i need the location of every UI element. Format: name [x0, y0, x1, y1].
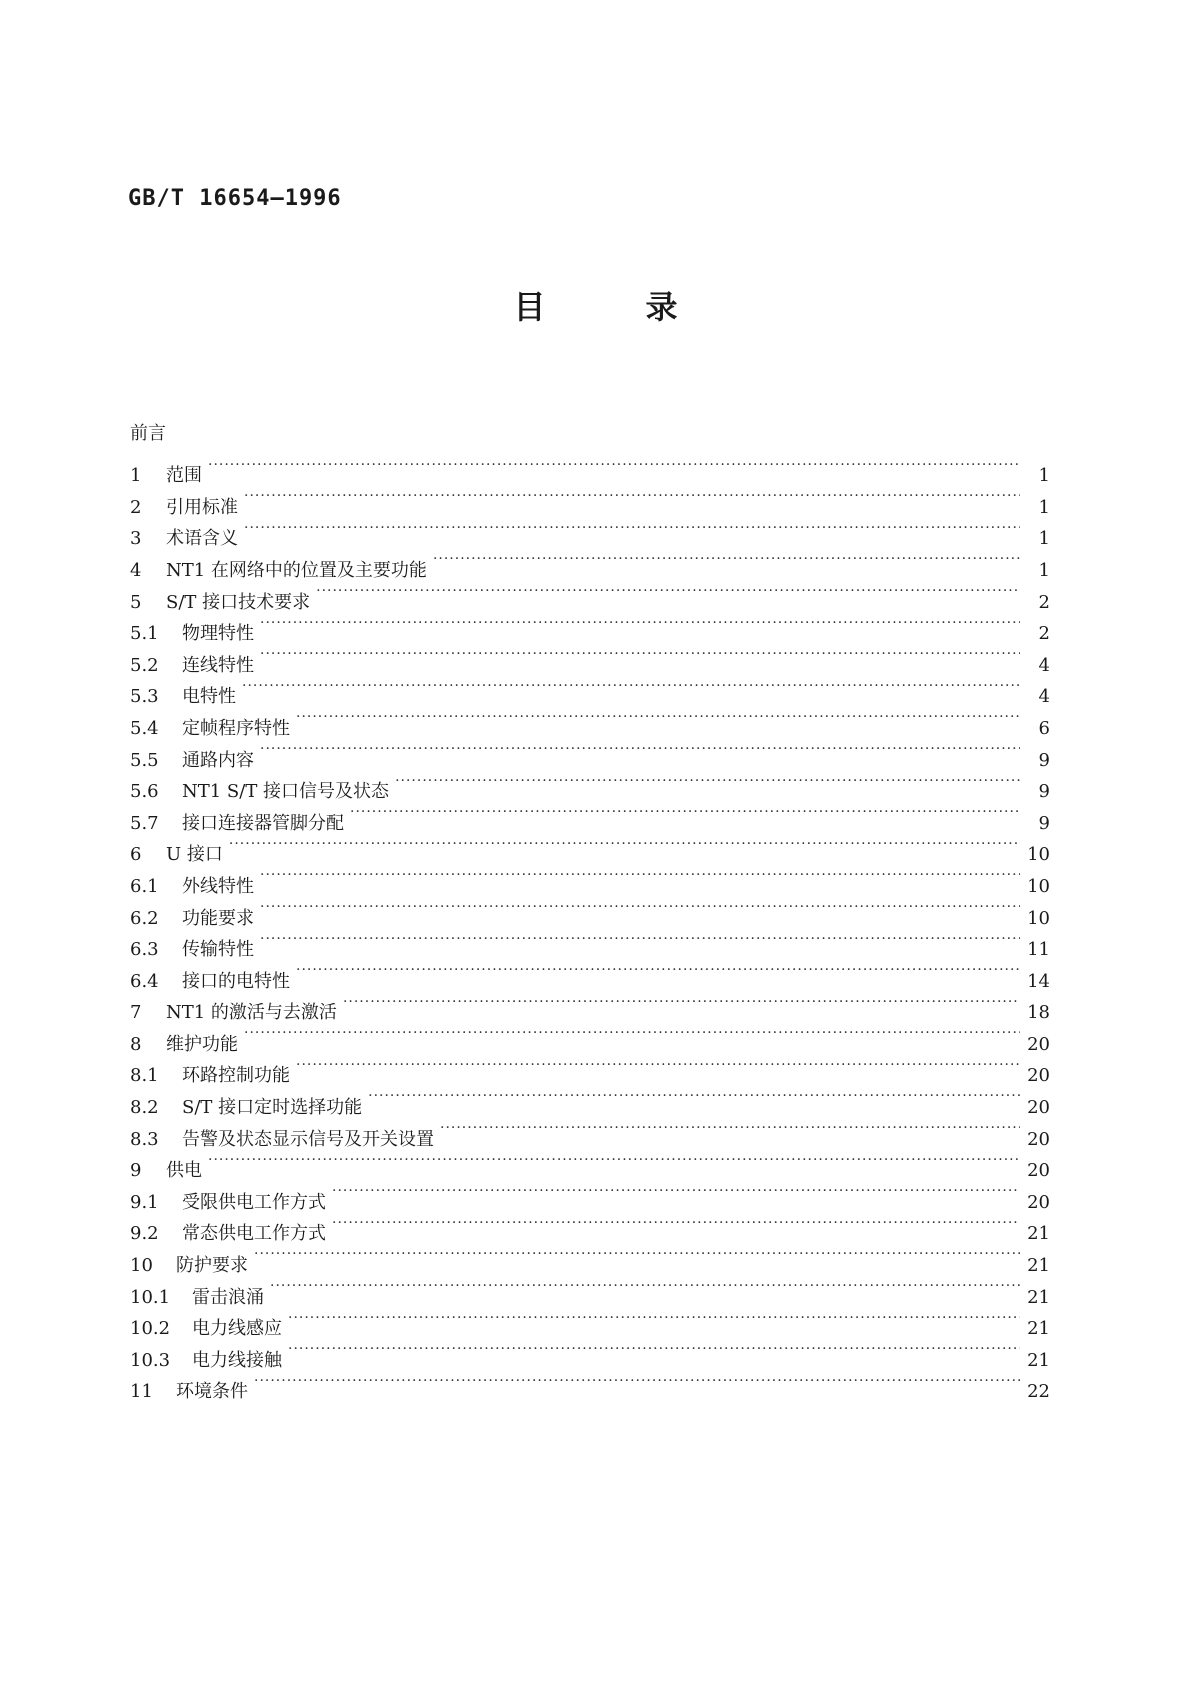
toc-entry-label: 功能要求 — [182, 907, 254, 929]
toc-entry-page: 20 — [1027, 1033, 1050, 1055]
toc-entry-label: 环境条件 — [176, 1381, 248, 1403]
toc-entry-page: 9 — [1038, 812, 1050, 834]
toc-entry-page: 6 — [1038, 717, 1050, 739]
toc-leader-dots — [332, 1208, 1020, 1240]
toc-entry[interactable] — [130, 1271, 1050, 1308]
toc-entry-page: 9 — [1038, 781, 1050, 803]
toc-entry[interactable] — [130, 892, 1050, 929]
toc-entry-page: 22 — [1027, 1381, 1050, 1403]
toc-entry-page: 21 — [1027, 1286, 1050, 1308]
toc-entry-label: 连线特性 — [182, 654, 254, 676]
toc-entry-number: 7 — [130, 1002, 142, 1024]
toc-entry[interactable] — [130, 1145, 1050, 1182]
toc-entry-number: 1 — [130, 465, 142, 487]
toc-entry-label: 电力线感应 — [192, 1318, 282, 1340]
toc-leader-dots — [316, 576, 1020, 608]
toc-entry-number: 10.2 — [130, 1318, 171, 1340]
toc-entry-page: 1 — [1038, 465, 1050, 487]
toc-entry-label: 维护功能 — [166, 1033, 238, 1055]
toc-entry-number: 8.3 — [130, 1128, 159, 1150]
toc-entry-label: 受限供电工作方式 — [182, 1191, 326, 1213]
toc-entry-page: 21 — [1027, 1223, 1050, 1245]
toc-entry[interactable] — [130, 766, 1050, 803]
toc-entry-page: 1 — [1038, 528, 1050, 550]
toc-entry-label: 告警及状态显示信号及开关设置 — [182, 1128, 434, 1150]
toc-leader-dots — [254, 1239, 1020, 1271]
toc-entry-number: 5.3 — [130, 686, 159, 708]
toc-entry-page: 21 — [1027, 1255, 1050, 1277]
toc-entry-page: 21 — [1027, 1349, 1050, 1371]
toc-entry-page: 20 — [1027, 1097, 1050, 1119]
toc-entry-page: 2 — [1038, 623, 1050, 645]
toc-entry[interactable] — [130, 1366, 1050, 1403]
toc-entry[interactable] — [130, 671, 1050, 708]
toc-entry[interactable] — [130, 1303, 1050, 1340]
toc-entry[interactable] — [130, 702, 1050, 739]
toc-leader-dots — [270, 1271, 1020, 1303]
toc-entry-number: 6.4 — [130, 970, 159, 992]
toc-entry-number: 10 — [130, 1255, 153, 1277]
toc-entry-number: 5 — [130, 591, 142, 613]
toc-entry-page: 18 — [1027, 1002, 1050, 1024]
toc-entry-label: 常态供电工作方式 — [182, 1223, 326, 1245]
toc-entry-number: 8 — [130, 1033, 142, 1055]
toc-entry-number: 6 — [130, 844, 142, 866]
toc-entry-page: 9 — [1038, 749, 1050, 771]
toc-entry-number: 5.6 — [130, 781, 159, 803]
toc-leader-dots — [244, 481, 1020, 513]
toc-entry-page: 10 — [1027, 875, 1050, 897]
toc-entry-page: 21 — [1027, 1318, 1050, 1340]
toc-preface[interactable]: 前言 — [130, 423, 166, 444]
toc-entry[interactable] — [130, 924, 1050, 961]
toc-entry-number: 5.2 — [130, 654, 159, 676]
toc-leader-dots — [229, 829, 1020, 861]
toc-entry-label: 电特性 — [182, 686, 236, 708]
toc-entry-label: 环路控制功能 — [182, 1065, 290, 1087]
toc-leader-dots — [332, 1176, 1020, 1208]
toc-entry-number: 9.2 — [130, 1223, 159, 1245]
toc-entry-number: 10.3 — [130, 1349, 171, 1371]
toc-leader-dots — [244, 1018, 1020, 1050]
toc-entries — [130, 450, 1050, 1403]
toc-entry-number: 8.1 — [130, 1065, 159, 1087]
toc-entry-number: 4 — [130, 559, 142, 581]
standard-number: GB/T 16654—1996 — [128, 186, 342, 211]
toc-entry-label: NT1 在网络中的位置及主要功能 — [166, 559, 427, 581]
toc-leader-dots — [350, 797, 1020, 829]
toc-leader-dots — [260, 734, 1020, 766]
toc-entry-number: 11 — [130, 1381, 153, 1403]
toc-leader-dots — [296, 702, 1020, 734]
title-char-2: 录 — [645, 288, 678, 326]
toc-entry-number: 3 — [130, 528, 142, 550]
toc-entry-label: 接口连接器管脚分配 — [182, 812, 344, 834]
toc-entry-label: 外线特性 — [182, 875, 254, 897]
toc-entry-label: 范围 — [166, 465, 202, 487]
toc-entry-label: 电力线接触 — [192, 1349, 282, 1371]
page-title — [0, 282, 1191, 328]
toc-entry-number: 10.1 — [130, 1286, 171, 1308]
toc-entry-number: 2 — [130, 496, 142, 518]
toc-entry-number: 6.3 — [130, 939, 159, 961]
toc-leader-dots — [288, 1303, 1020, 1335]
toc-entry-page: 1 — [1038, 559, 1050, 581]
toc-entry-page: 10 — [1027, 844, 1050, 866]
toc-leader-dots — [368, 1081, 1020, 1113]
toc-entry-number: 5.5 — [130, 749, 159, 771]
toc-leader-dots — [296, 1050, 1020, 1082]
toc-entry-page: 20 — [1027, 1191, 1050, 1213]
toc-entry-page: 11 — [1027, 939, 1050, 961]
toc-entry-page: 20 — [1027, 1065, 1050, 1087]
toc-entry-label: 通路内容 — [182, 749, 254, 771]
toc-entry[interactable] — [130, 1239, 1050, 1277]
table-of-contents — [130, 418, 1050, 1403]
toc-entry-number: 5.1 — [130, 623, 159, 645]
toc-entry-page: 4 — [1038, 686, 1050, 708]
toc-entry-label: S/T 接口技术要求 — [166, 591, 311, 613]
toc-entry[interactable] — [130, 734, 1050, 771]
toc-entry-number: 6.2 — [130, 907, 159, 929]
toc-entry-number: 9.1 — [130, 1191, 159, 1213]
title-char-1: 目 — [513, 288, 546, 326]
toc-leader-dots — [433, 544, 1020, 576]
toc-entry-label: 接口的电特性 — [182, 970, 290, 992]
toc-leader-dots — [260, 860, 1020, 892]
toc-entry-page: 14 — [1027, 970, 1050, 992]
toc-entry-label: 雷击浪涌 — [192, 1286, 264, 1308]
toc-entry-label: U 接口 — [166, 844, 223, 866]
toc-entry-page: 2 — [1038, 591, 1050, 613]
toc-entry[interactable] — [130, 829, 1050, 866]
toc-entry[interactable] — [130, 955, 1050, 992]
toc-entry[interactable] — [130, 639, 1050, 676]
toc-entry-number: 6.1 — [130, 875, 159, 897]
toc-entry-label: 防护要求 — [176, 1255, 248, 1277]
toc-entry-label: 定帧程序特性 — [182, 717, 290, 739]
toc-entry-label: 引用标准 — [166, 496, 238, 518]
toc-entry-label: NT1 S/T 接口信号及状态 — [182, 781, 390, 803]
toc-entry-number: 5.7 — [130, 812, 159, 834]
toc-entry-label: S/T 接口定时选择功能 — [182, 1097, 363, 1119]
toc-entry-number: 8.2 — [130, 1097, 159, 1119]
toc-leader-dots — [208, 1145, 1020, 1177]
toc-leader-dots — [260, 639, 1020, 671]
toc-leader-dots — [440, 1113, 1020, 1145]
toc-leader-dots — [296, 955, 1020, 987]
toc-entry-page: 4 — [1038, 654, 1050, 676]
toc-entry-page: 10 — [1027, 907, 1050, 929]
toc-entry[interactable] — [130, 860, 1050, 897]
toc-entry-page: 20 — [1027, 1128, 1050, 1150]
toc-entry-page: 20 — [1027, 1160, 1050, 1182]
toc-leader-dots — [260, 892, 1020, 924]
toc-entry[interactable] — [130, 608, 1050, 645]
toc-entry[interactable] — [130, 450, 1050, 487]
toc-entry[interactable] — [130, 544, 1050, 581]
toc-entry[interactable] — [130, 1018, 1050, 1055]
toc-leader-dots — [343, 987, 1020, 1019]
toc-entry[interactable] — [130, 1050, 1050, 1087]
toc-entry-label: 传输特性 — [182, 939, 254, 961]
toc-entry-label: 物理特性 — [182, 623, 254, 645]
toc-entry[interactable] — [130, 513, 1050, 550]
toc-entry-number: 5.4 — [130, 717, 159, 739]
toc-leader-dots — [260, 608, 1020, 640]
toc-entry-label: NT1 的激活与去激活 — [166, 1002, 337, 1024]
toc-entry[interactable] — [130, 1176, 1050, 1213]
toc-entry-label: 术语含义 — [166, 528, 238, 550]
toc-leader-dots — [244, 513, 1020, 545]
toc-leader-dots — [260, 924, 1020, 956]
toc-leader-dots — [395, 766, 1020, 798]
toc-leader-dots — [242, 671, 1020, 703]
toc-entry-page: 1 — [1038, 496, 1050, 518]
toc-leader-dots — [288, 1334, 1020, 1366]
toc-entry[interactable] — [130, 481, 1050, 518]
toc-leader-dots — [254, 1366, 1020, 1398]
toc-entry-label: 供电 — [166, 1160, 202, 1182]
toc-entry-number: 9 — [130, 1160, 142, 1182]
toc-leader-dots — [208, 450, 1020, 482]
